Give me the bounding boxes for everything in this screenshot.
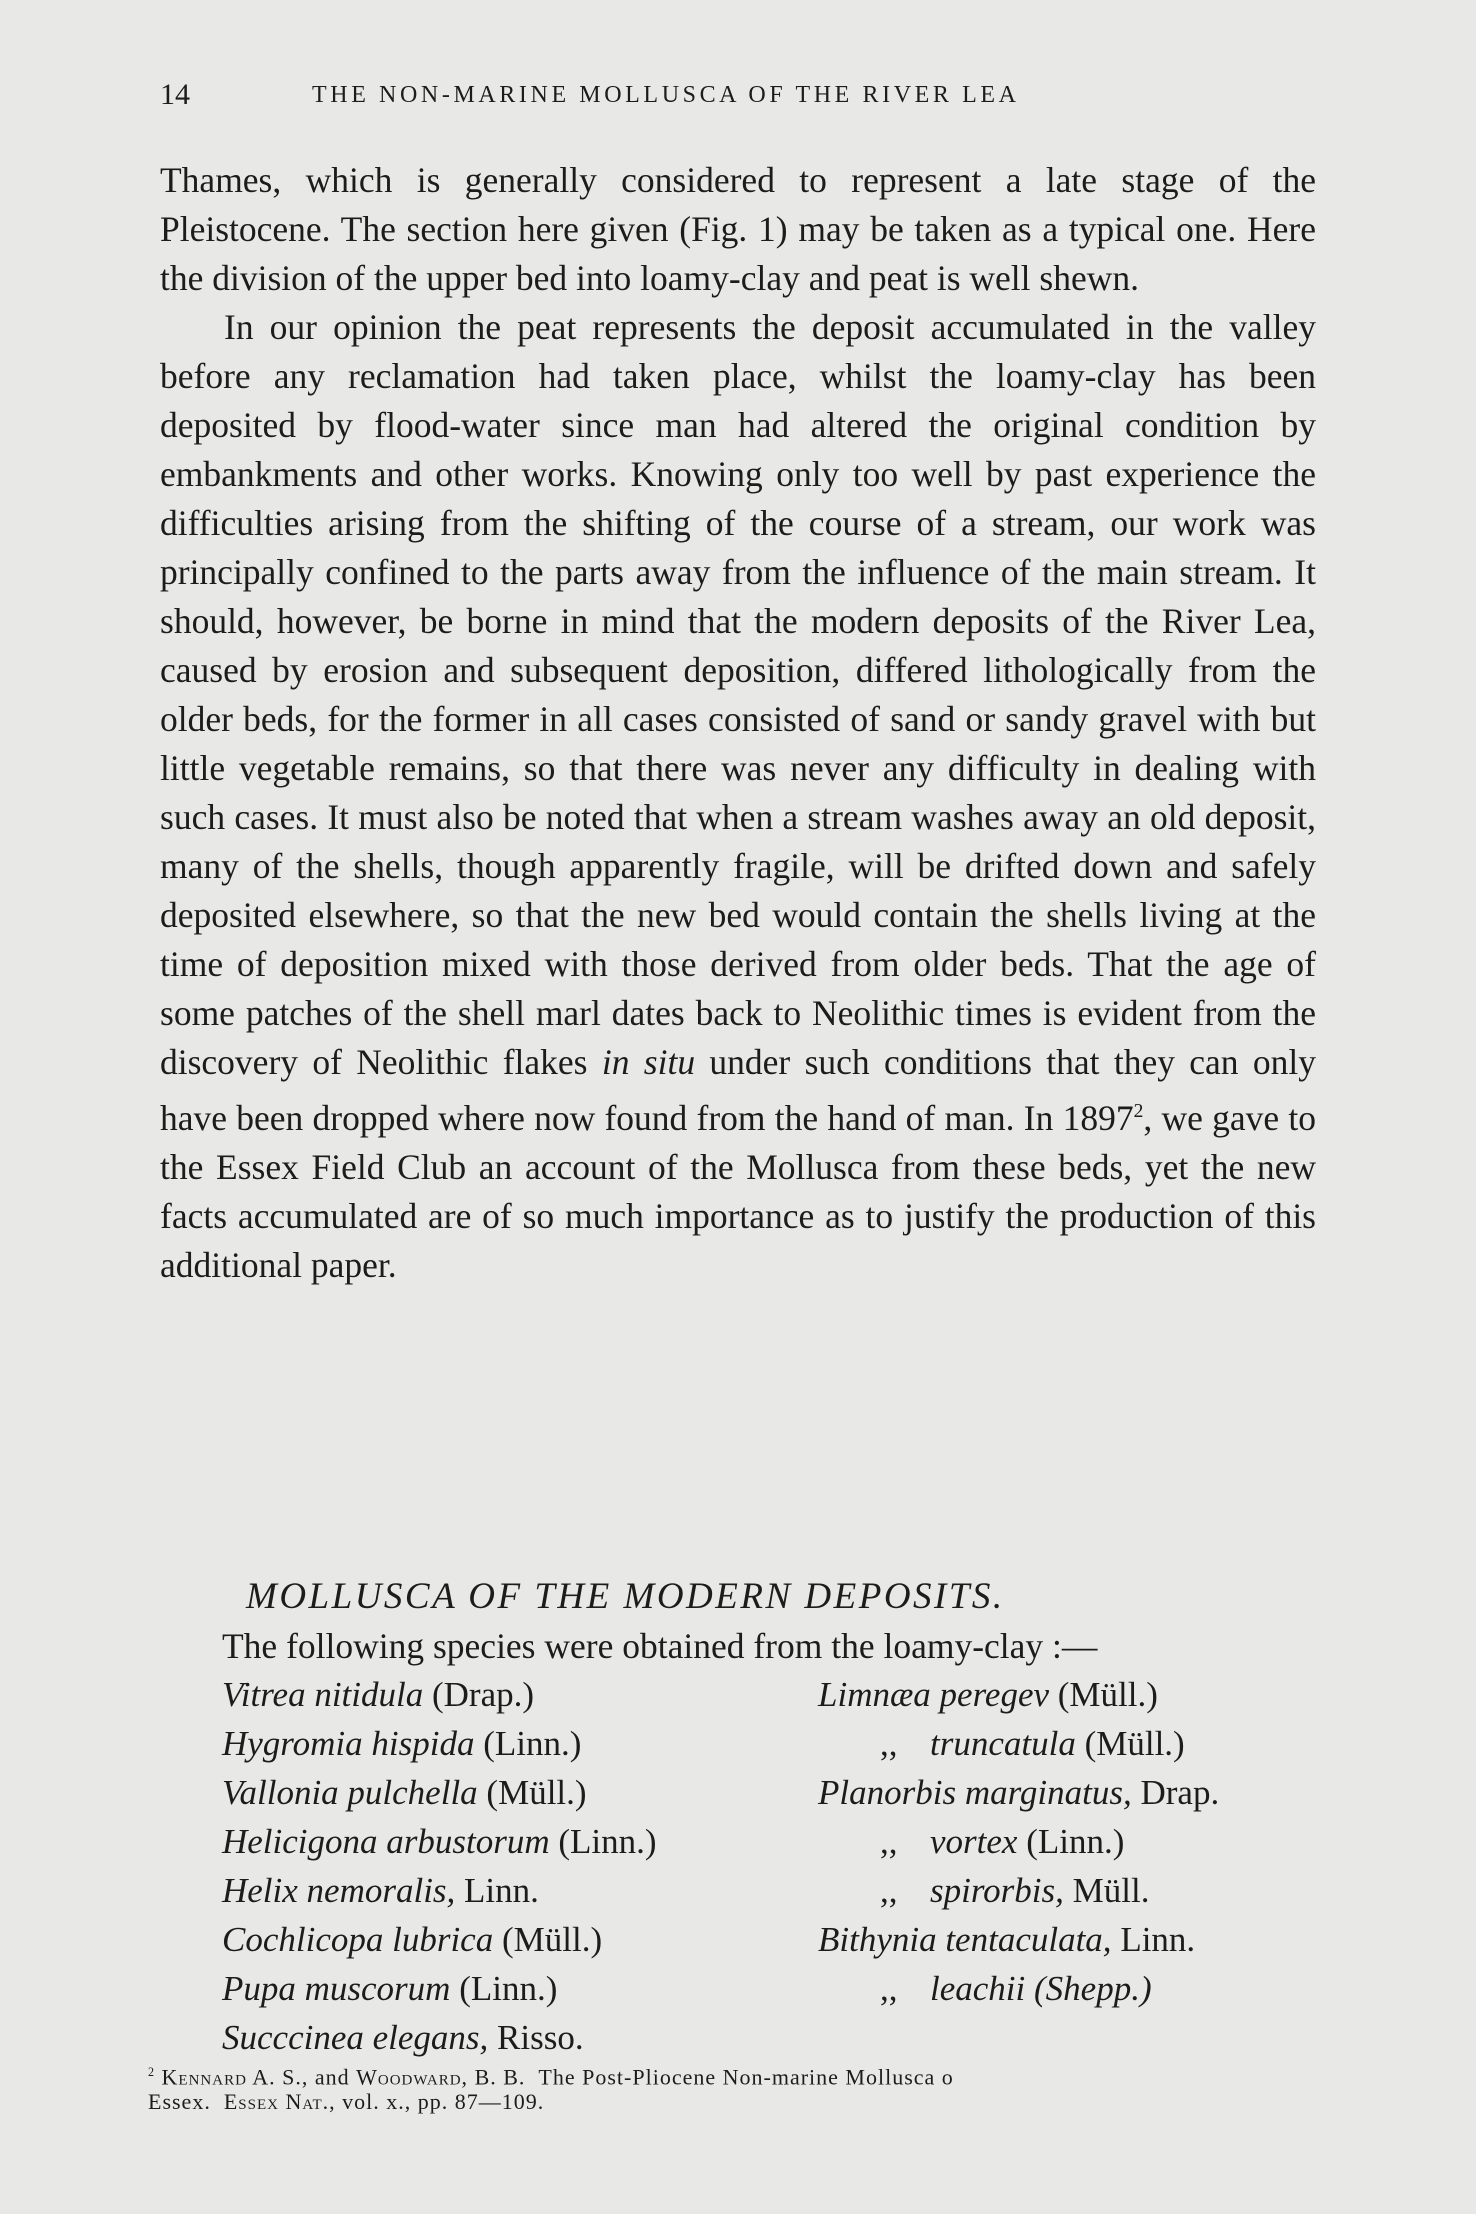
species-authority: Linn. [1120, 1920, 1196, 1959]
species-authority: (Linn.) [558, 1822, 657, 1861]
species-row [222, 1866, 742, 1915]
in-situ-italic: in situ [601, 1042, 696, 1082]
footnote-author-1: Kennard [161, 2064, 247, 2090]
species-row [222, 1964, 742, 2013]
species-row [222, 2013, 742, 2062]
species-name: spirorbis, [930, 1871, 1064, 1910]
species-name: Helix nemoralis, [222, 1871, 456, 1910]
species-name: Vitrea nitidula [222, 1675, 424, 1714]
species-authority: (Linn.) [1026, 1822, 1125, 1861]
species-name: Bithynia tentaculata, [818, 1920, 1112, 1959]
footnote-marker: 2 [148, 2065, 156, 2079]
footnote-journal: Essex Nat., [223, 2089, 336, 2115]
species-row [818, 1670, 1338, 1719]
body-text [160, 156, 1316, 1290]
species-authority: Linn. [464, 1871, 539, 1910]
species-list-left [222, 1670, 742, 2062]
species-authority: Müll. [1072, 1871, 1150, 1910]
species-authority: (Müll.) [1084, 1724, 1185, 1763]
footnote-ref-details: vol. x., pp. 87—109. [342, 2089, 545, 2115]
species-name: Vallonia pulchella [222, 1773, 478, 1812]
species-authority: (Drap.) [431, 1675, 535, 1714]
species-row [222, 1915, 742, 1964]
ditto-mark: ,, [880, 1822, 898, 1861]
species-name: leachii [930, 1969, 1026, 2008]
paragraph-main-part2: under such conditions that they can only have been dropped where now found from the hand of man. In 1897 [160, 1042, 1317, 1138]
species-name: Pupa muscorum [222, 1969, 451, 2008]
species-row [818, 1719, 1338, 1768]
ditto-mark: ,, [880, 1724, 898, 1763]
footnote-line-2 [148, 2089, 1338, 2114]
footnote-author-2: Woodward, [356, 2064, 469, 2090]
species-row [818, 1768, 1338, 1817]
species-name: Planorbis marginatus, [818, 1773, 1132, 1812]
species-row [818, 1964, 1338, 2013]
species-name: vortex [930, 1822, 1018, 1861]
species-row [818, 1817, 1338, 1866]
species-authority: (Müll.) [1057, 1675, 1158, 1714]
page-number: 14 [160, 78, 190, 111]
footnote-initials-2: B. B. [474, 2064, 526, 2090]
species-authority: (Linn.) [483, 1724, 582, 1763]
footnote-line-1 [148, 2060, 1338, 2089]
species-row [818, 1915, 1338, 1964]
species-name: Hygromia hispida [222, 1724, 475, 1763]
species-authority: Risso. [497, 2018, 584, 2057]
species-row [222, 1719, 742, 1768]
section-heading: MOLLUSCA OF THE MODERN DEPOSITS. [246, 1576, 1005, 1617]
species-authority: (Linn.) [459, 1969, 558, 2008]
paragraph-main [160, 303, 1316, 1290]
footnote-initials-1: A. S., [252, 2064, 309, 2090]
species-name: truncatula [930, 1724, 1076, 1763]
paragraph-main-part3: , we gave to the Essex Field Club an account of the Mollusca from these beds, yet the new facts accumulated are of so much importance as to justify the production of this additional paper. [160, 1097, 1316, 1285]
species-authority: Drap. [1140, 1773, 1220, 1812]
species-row [222, 1768, 742, 1817]
species-authority: (Müll.) [486, 1773, 587, 1812]
species-row [222, 1670, 742, 1719]
paragraph-continuation: Thames, which is generally considered to represent a late stage of the Pleistocene. The section here given (Fig. 1) may be taken as a typical one. Here the division of the upper bed into loamy-clay and peat is well shewn. [160, 160, 1316, 298]
species-authority: (Shepp.) [1034, 1969, 1152, 2008]
species-name: Limnæa peregev [818, 1675, 1050, 1714]
species-row [818, 1866, 1338, 1915]
footnote-title: The Post-Pliocene Non-marine Mollusca o [538, 2064, 954, 2090]
footnote-and: and [314, 2064, 350, 2090]
ditto-mark: ,, [880, 1871, 898, 1910]
species-list-right [818, 1670, 1338, 2013]
footnote [148, 2060, 1338, 2114]
section-intro: The following species were obtained from the loamy-clay :— [222, 1626, 1098, 1666]
species-row [222, 1817, 742, 1866]
species-name: Helicigona arbustorum [222, 1822, 550, 1861]
footnote-essex: Essex. [148, 2089, 211, 2115]
species-name: Cochlicopa lubrica [222, 1920, 494, 1959]
species-authority: (Müll.) [501, 1920, 603, 1959]
ditto-mark: ,, [880, 1969, 898, 2008]
paragraph-main-part1: In our opinion the peat represents the deposit accumulated in the valley before any reclamation had taken place, whilst the loamy-clay has been deposited by flood-water since man had altered the original condition by embankments and other works. Knowing only too well by past experience the difficulties arising from the shifting of the course of a stream, our work was principally confined to the parts away from the influence of the main stream. It should, however, be borne in mind that the modern deposits of the River Lea, caused by erosion and subsequent deposition, differed lithologically from the older beds, for the former in all cases consisted of sand or sandy gravel with but little vegetable remains, so that there was never any difficulty in dealing with such cases. It must also be noted that when a stream washes away an old deposit, many of the shells, though apparently fragile, will be drifted down and safely deposited elsewhere, so that the new bed would contain the shells living at the time of deposition mixed with those derived from older beds. That the age of some patches of the shell marl dates back to Neolithic times is evident from the discovery of Neolithic flakes [160, 307, 1316, 1082]
species-name: Succcinea elegans, [222, 2018, 489, 2057]
running-head [160, 78, 1320, 118]
running-title: THE NON-MARINE MOLLUSCA OF THE RIVER LEA [312, 82, 1020, 108]
footnote-ref: 2 [1133, 1101, 1144, 1122]
